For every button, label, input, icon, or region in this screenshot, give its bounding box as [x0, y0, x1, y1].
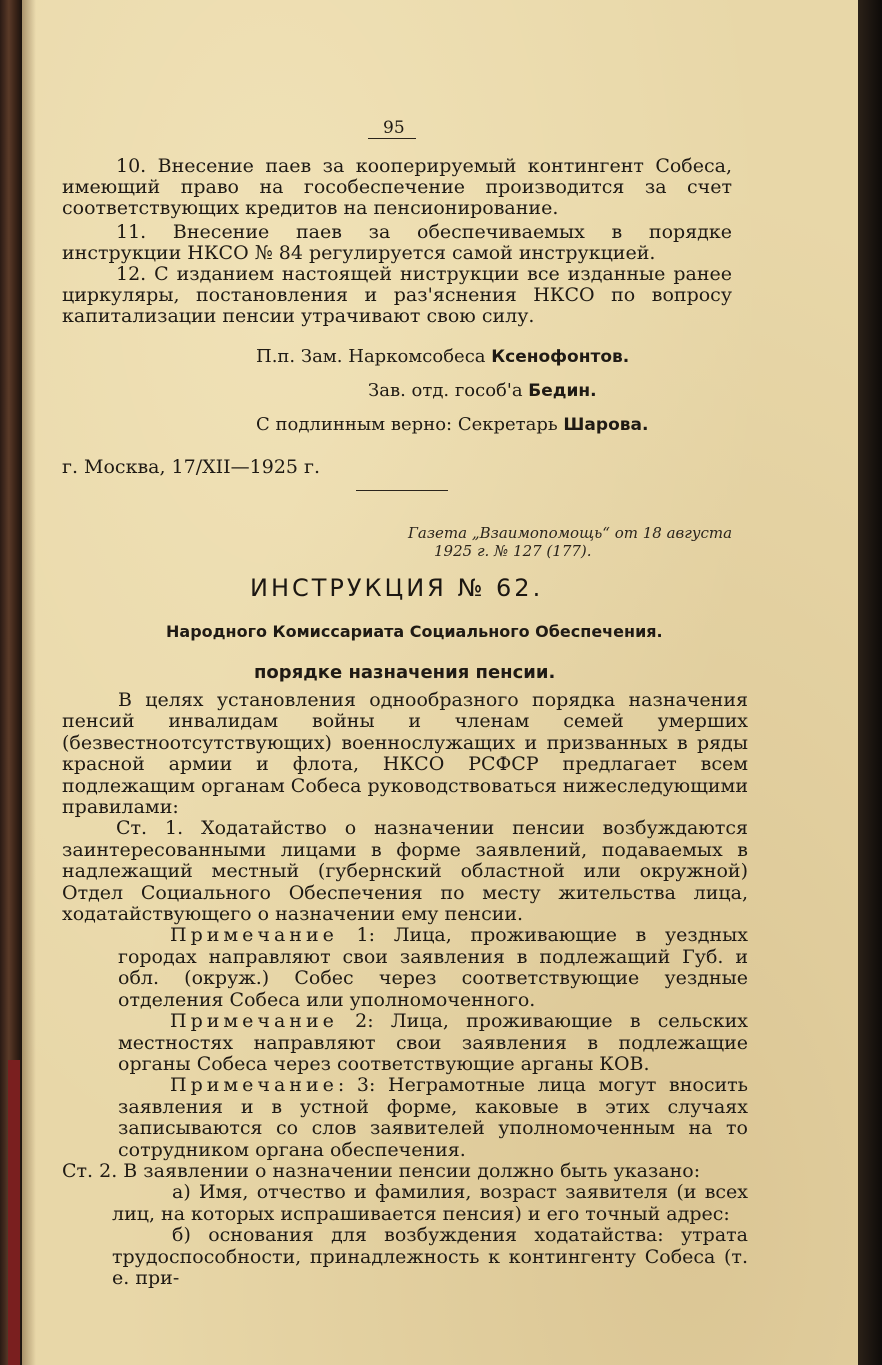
page-gutter-shadow — [22, 0, 36, 1365]
note-3 — [118, 1075, 748, 1161]
note-2-label: Примечание — [170, 1010, 338, 1033]
article-2-item-a: а) Имя, отчество и фамилия, возраст заявителя (и всех лиц, на которых испрашивается пенсия) и его точный адрес: — [112, 1181, 748, 1225]
source-line-1: Газета „Взаимопомощь“ от 18 августа — [408, 524, 733, 542]
article-2-item-b: б) основания для возбуждения ходатайства: утрата трудоспособности, принадлежность к контингенту Собеса (т. е. при- — [112, 1224, 748, 1289]
item-12: 12. С изданием настоящей ниструкции все изданные ранее циркуляры, постановления и раз'яснения НКСО по вопросу капитализации пенсии утрачивают свою силу. — [62, 263, 732, 327]
article-2-items — [62, 1182, 748, 1289]
section-divider — [356, 490, 448, 491]
document-subtitle: Народного Комиссариата Социального Обеспечения. — [166, 622, 663, 641]
page-number-underline — [368, 138, 416, 139]
signature-3-name: Шарова. — [563, 415, 649, 435]
signature-line-3 — [256, 414, 648, 436]
article-1: Ст. 1. Ходатайство о назначении пенсии возбуждаются заинтересованными лицами в форме заявлений, подаваемых в надлежащий местный (губернский областной или окружной) Отдел Социального Обеспечения по месту жительства лица, ходатайствующего о назначении ему пенсии. — [62, 817, 748, 926]
note-3-text: : 3: Неграмотные лица могут вносить заявления и в устной форме, каковые в этих случаях записываются со слов заявителей уполномоченным на то сотрудником органа обеспечения. — [118, 1074, 748, 1161]
item-11: 11. Внесение паев за обеспечиваемых в порядке инструкции НКСО № 84 регулируется самой инструкцией. — [62, 221, 732, 264]
note-1-text: 1: Лица, проживающие в уездных городах направляют свои заявления в подлежащий Губ. и обл. (окруж.) Собес через соответствующие уездные отделения Собеса или уполномоченного. — [118, 924, 748, 1011]
page-edge — [858, 0, 882, 1365]
signature-1-name: Ксенофонтов. — [491, 347, 630, 367]
signature-2-role: Зав. отд. гособ'а — [368, 380, 523, 401]
page-number: 95 — [383, 118, 405, 138]
article-2: Ст. 2. В заявлении о назначении пенсии должно быть указано: — [62, 1159, 701, 1182]
note-2 — [118, 1011, 748, 1075]
source-line-2: 1925 г. № 127 (177). — [434, 542, 592, 560]
note-3-label: Примечание — [170, 1074, 338, 1097]
intro-paragraph: В целях установления однообразного порядка назначения пенсий инвалидам войны и членам семей умерших (безвестноотсутствующих) военнослужащих и призванных в ряды красной армии и флота, НКСО РСФСР предлагает всем подлежащим органам Собеса руководствоваться нижеследующими правилами: — [62, 689, 748, 819]
signature-line-1 — [256, 346, 629, 368]
instruction-body — [62, 690, 748, 1289]
signature-1-role: П.п. Зам. Наркомсобеса — [256, 346, 486, 367]
binding-red-strip — [8, 1060, 20, 1365]
document-subtitle-2: порядке назначения пенсии. — [254, 662, 556, 683]
notes — [62, 925, 748, 1160]
note-1-label: Примечание — [170, 924, 338, 947]
document-title: ИНСТРУКЦИЯ № 62. — [250, 574, 544, 602]
signature-2-name: Бедин. — [528, 381, 597, 401]
place-date: г. Москва, 17/XII—1925 г. — [62, 456, 321, 478]
signature-3-role: С подлинным верно: Секретарь — [256, 414, 558, 435]
note-2-text: 2: Лица, проживающие в сельских местностях направляют свои заявления в подлежащие органы Собеса через соответствующие арганы КОВ. — [118, 1010, 748, 1075]
note-1 — [118, 925, 748, 1011]
signature-line-2 — [368, 380, 597, 402]
item-10: 10. Внесение паев за кооперируемый контингент Собеса, имеющий право на гособеспечение производится за счет соответствующих кредитов на пенсионирование. — [62, 155, 732, 219]
